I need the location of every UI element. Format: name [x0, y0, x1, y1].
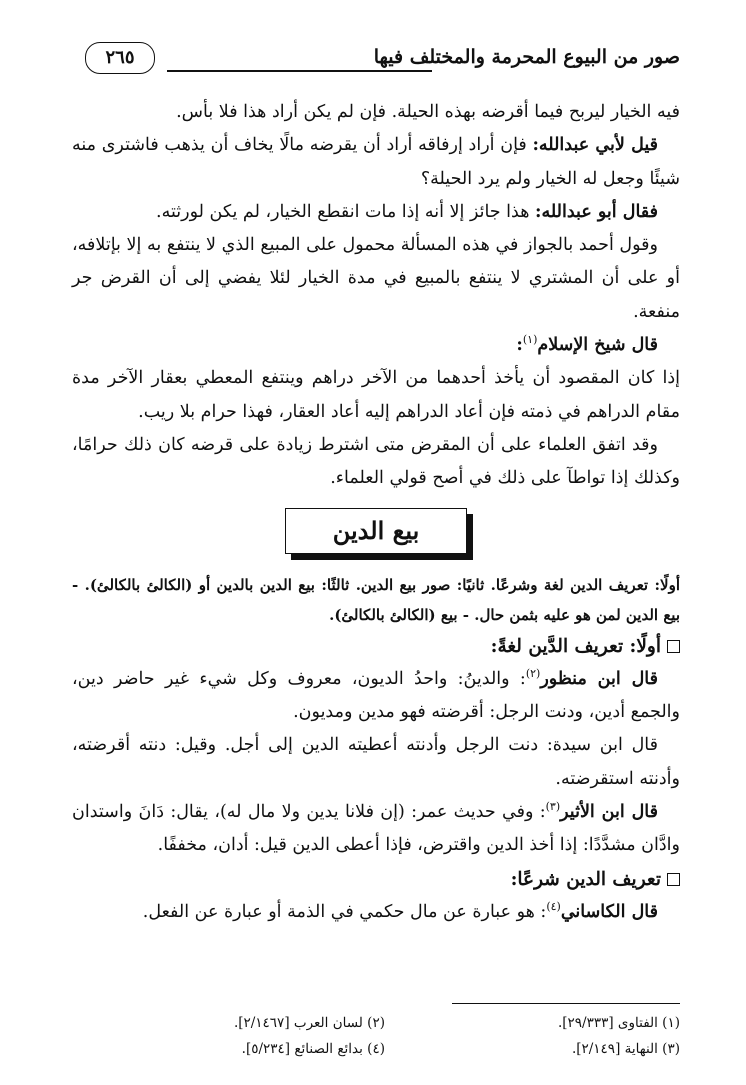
- paragraph-text: : وفي حديث عمر: (إن فلانا يدين ولا مال له)، يقال: دَانَ واستدان وادَّان مشدَّدًا: إذا أخذ الدين واقترض، فإذا أعطى الدين قيل: أدان، مخففًا.: [72, 802, 680, 856]
- speaker-label: قيل لأبي عبدالله:: [532, 135, 658, 156]
- paragraph: فيه الخيار ليربح فيما أقرضه بهذه الحيلة. فإن لم يكن أراد هذا فلا بأس.: [176, 102, 680, 122]
- footnote: (٤) بدائع الصنائع [٥/٢٣٤].: [241, 1041, 385, 1057]
- square-bullet-icon: [667, 873, 680, 886]
- footnotes: [90, 1010, 680, 1062]
- paragraph: قال ابن سيدة: دنت الرجل وأدنته أعطيته الدين إلى أجل. وقيل: دنته أقرضته، وأدنته استقرضته.: [72, 735, 680, 789]
- section-title-wrap: [72, 496, 680, 570]
- paragraph-text: : هو عبارة عن مال حكمي في الذمة أو عبارة عن الفعل.: [142, 901, 547, 922]
- paragraph-text: فإن أراد إرفاقه أراد أن يقرضه مالًا يخاف أن يذهب فاشترى منه شيئًا وجعل له الخيار ولم يرد الحيلة؟: [72, 135, 680, 189]
- speaker-label: فقال أبو عبدالله:: [535, 201, 658, 222]
- footnote: (١) الفتاوى [٢٩/٣٣٣].: [557, 1015, 680, 1031]
- speaker-label: قال شيخ الإسلام: [537, 335, 658, 356]
- footnote-rule: [452, 1003, 680, 1004]
- header-rule: [167, 70, 432, 72]
- speaker-colon: :: [516, 335, 523, 356]
- page-number: ٢٦٥: [85, 42, 155, 74]
- footnote-ref: (٢): [525, 667, 541, 681]
- running-title: صور من البيوع المحرمة والمختلف فيها: [373, 46, 680, 68]
- section-outline: أولًا: تعريف الدين لغة وشرعًا. ثانيًا: صور بيع الدين. ثالثًا: بيع الدين بالدين أو (الكالئ بالكالئ). - بيع الدين لمن هو عليه بثمن حال. - بيع (الكالئ بالكالئ).: [72, 575, 680, 624]
- footnote-ref: (٤): [546, 900, 561, 914]
- subheading: [72, 630, 680, 663]
- paragraph: [72, 896, 680, 929]
- paragraph: وقول أحمد بالجواز في هذه المسألة محمول على المبيع الذي لا ينتفع به إلا بإتلافه، أو على أن المشتري لا ينتفع بالمبيع في مدة الخيار لئلا يفضي إلى أن القرض جر منفعة.: [72, 235, 680, 322]
- square-bullet-icon: [667, 640, 680, 653]
- speaker-label: قال ابن الأثير: [560, 802, 658, 823]
- subheading-text: أولًا: تعريف الدَّين لغةً:: [490, 635, 661, 657]
- paragraph-text: هذا جائز إلا أنه إذا مات انقطع الخيار، لم يكن لورثته.: [156, 201, 536, 222]
- subheading: [72, 863, 680, 896]
- paragraph: [72, 196, 680, 229]
- footnote-ref: (١): [522, 333, 538, 347]
- footnote-ref: (٣): [545, 800, 561, 814]
- footnote-row: [90, 1036, 680, 1062]
- speaker-label: قال ابن منظور: [540, 668, 659, 689]
- footnote: (٢) لسان العرب [٢/١٤٦٧].: [233, 1015, 385, 1031]
- footnote-row: [90, 1010, 680, 1036]
- footnote: (٣) النهاية [٢/١٤٩].: [571, 1041, 680, 1057]
- section-title: بيع الدين: [285, 508, 467, 554]
- paragraph: [72, 329, 680, 362]
- paragraph-text: : والدينُ: واحدُ الديون، معروف وكل شيء غير حاضر دين، والجمع أدين، ودنت الرجل: أقرضته فهو مدين ومديون.: [72, 668, 680, 723]
- paragraph: [72, 796, 680, 863]
- speaker-label: قال الكاساني: [560, 901, 658, 922]
- subheading-text: تعريف الدين شرعًا:: [510, 868, 661, 890]
- page-body: [72, 96, 680, 929]
- paragraph: [72, 129, 680, 196]
- paragraph: إذا كان المقصود أن يأخذ أحدهما من الآخر دراهم وينتفع المعطي بعقار الآخر مدة مقام الدراهم في ذمته فإن أعاد الدراهم إليه أعاد العقار، فهذا حرام بلا ريب.: [72, 368, 680, 422]
- paragraph: [72, 663, 680, 730]
- page-header: [85, 40, 680, 82]
- paragraph: وقد اتفق العلماء على أن المقرض متى اشترط زيادة على قرضه كان ذلك حرامًا، وكذلك إذا تواطآ على ذلك في أصح قولي العلماء.: [72, 434, 680, 489]
